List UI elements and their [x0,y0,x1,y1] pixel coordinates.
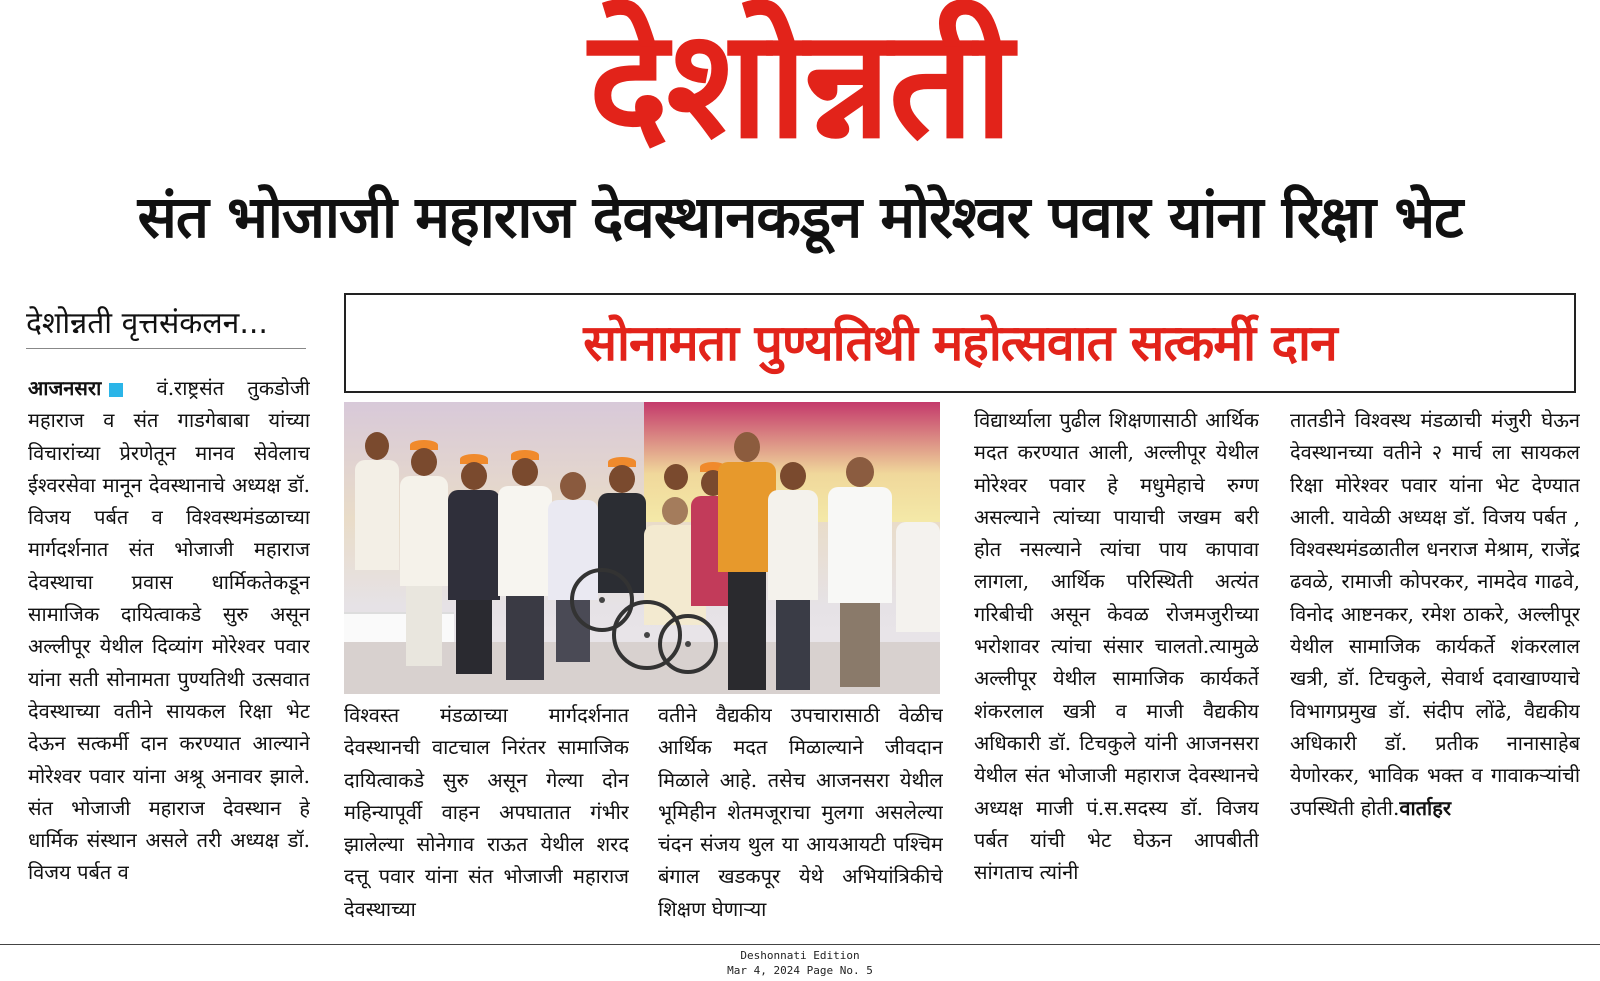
photo-person [764,462,822,692]
article-column-2: विश्वस्त मंडळाच्या मार्गदर्शनात देवस्थानची वाटचाल निरंतर सामाजिक दायित्वाकडे सुरु असून गेल्या दोन महिन्यापूर्वी वाहन अपघातात गंभीर झालेल्या सोनेगाव राऊत येथील शरद दत्तू पवार यांना संत भोजाजी महाराज देवस्थाच्या [344,703,629,921]
newspaper-masthead: देशोन्नती [588,0,1012,172]
edition-name: Deshonnati Edition [740,949,860,962]
article-column-1 [28,372,310,932]
square-bullet-icon [109,383,123,397]
rickshaw-wheel-icon [570,568,634,632]
photo-person [896,492,940,642]
article-photo [344,402,940,694]
subhead-box [344,293,1576,393]
article-column-5 [1290,404,1580,934]
dateline: आजनसरा [28,376,102,400]
column-1-text: वं.राष्ट्रसंत तुकडोजी महाराज व संत गाडगेबाबा यांच्या विचारांच्या प्रेरणेतून मानव सेवेलाच ईश्वरसेवा मानून देवस्थानाचे अध्यक्ष डॉ. विजय पर्बत व विश्वस्थमंडळाच्या मार्गदर्शनात संत भोजाजी महाराज देवस्थाचा प्रवास धार्मिकतेकडून सामाजिक दायित्वाकडे सुरु असून अल्लीपूर येथील दिव्यांग मोरेश्वर पवार यांना सती सोनामता पुण्यतिथी उत्सवात देवस्थाच्या वतीने सायकल रिक्षा भेट देऊन सत्कर्मी दान करण्यात आल्याने मोरेश्वर पवार यांना अश्रू अनावर झाले. संत भोजाजी महाराज देवस्थान हे धार्मिक संस्थान असले तरी अध्यक्ष डॉ. विजय पर्बत व [28,376,310,885]
photo-person [352,432,402,692]
article-column-4: विद्यार्थ्याला पुढील शिक्षणासाठी आर्थिक मदत करण्यात आली, अल्लीपूर येथील मोरेश्वर पवार हे मधुमेहाचे रुग्ण असल्याने त्यांच्या पायाची जखम बरी होत नसल्याने त्यांचा पाय कापावा लागला, आर्थिक परिस्थिती अत्यंत गरिबीची असून केवळ रोजमजुरीच्या भरोशावर त्यांचा संसार चालतो.त्यामुळे अल्लीपूर येथील सामाजिक कार्यकर्ते शंकरलाल खत्री व माजी वैद्यकीय अधिकारी डॉ. टिचकुले यांनी आजनसरा येथील संत भोजाजी महाराज देवस्थानचे अध्यक्ष माजी पं.स.सदस्य डॉ. विजय पर्बत यांची भेट घेऊन आपबीती सांगताच त्यांनी [974,408,1259,885]
article-column-3: वतीने वैद्यकीय उपचारासाठी वेळीच आर्थिक मदत मिळाल्याने जीवदान मिळाले आहे. तसेच आजनसरा येथील भूमिहीन शेतमजूराचा मुलगा असलेल्या चंदन संजय थुल या आयआयटी पश्चिम बंगाल खडकपूर येथे अभियांत्रिकीचे शिक्षण घेणाऱ्या [658,703,943,921]
article-headline: संत भोजाजी महाराज देवस्थानकडून मोरेश्वर पवार यांना रिक्षा भेट [137,183,1463,251]
rickshaw-wheel-icon [658,614,718,674]
edition-date-page: Mar 4, 2024 Page No. 5 [727,964,873,977]
footer-divider [0,944,1600,945]
byline: देशोन्नती वृत्तसंकलन... [26,300,306,349]
article-subhead: सोनामता पुण्यतिथी महोत्सवात सत्कर्मी दान [583,314,1337,372]
column-5-text: तातडीने विश्वस्थ मंडळाची मंजुरी घेऊन देवस्थानच्या वतीने २ मार्च ला सायकल रिक्षा मोरेश्वर पवार यांना भेट देण्यात आली. यावेळी अध्यक्ष डॉ. विजय पर्बत , विश्वस्थमंडळातील धनराज मेश्राम, राजेंद्र ढवळे, रामाजी कोपरकर, नामदेव गाढवे, विनोद आष्टनकर, रमेश ठाकरे, अल्लीपूर येथील सामाजिक कार्यकर्ते शंकरलाल खत्री, डॉ. टिचकुले, सेवार्थ दवाखाण्याचे विभागप्रमुख डॉ. संदीप लोंढे, वैद्यकीय अधिकारी डॉ. प्रतीक नानासाहेब येणोरकर, भाविक भक्त व गावाकऱ्यांची उपस्थिती होती. [1290,408,1580,820]
photo-person [824,457,896,687]
page-footer [0,948,1600,978]
signoff: वार्ताहर [1399,795,1452,820]
